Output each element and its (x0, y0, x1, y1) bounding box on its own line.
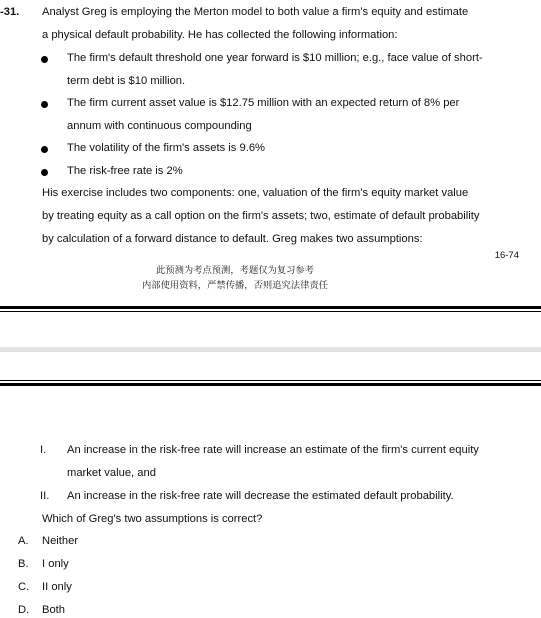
bullet-item-threshold: The firm's default threshold one year forward is $10 million; e.g., face value of short- (67, 52, 483, 64)
question-number: -31. (0, 6, 20, 18)
page-break-rule-thin (0, 380, 541, 381)
bullet-item-volatility: The volatility of the firm's assets is 9.6% (67, 142, 265, 154)
bullet-item-threshold-cont: term debt is $10 million. (67, 75, 186, 87)
option-a[interactable]: Neither (42, 535, 79, 547)
option-d[interactable]: Both (42, 604, 66, 616)
exercise-line: His exercise includes two components: one, valuation of the firm's equity market value (42, 187, 469, 199)
bullet-item-risk-free: The risk-free rate is 2% (67, 165, 183, 177)
option-letter: A. (18, 535, 29, 547)
option-c[interactable]: II only (42, 581, 72, 593)
stem-line: Analyst Greg is employing the Merton model to both value a firm's equity and estimate (42, 6, 469, 18)
bullet-item-asset-value: The firm current asset value is $12.75 million with an expected return of 8% per (67, 97, 460, 109)
stem-line: a physical default probability. He has collected the following information: (42, 29, 398, 41)
exercise-line: by treating equity as a call option on the firm's assets; two, estimate of default probability (42, 210, 480, 222)
bullet-dot (41, 146, 48, 153)
page-break-rule (0, 306, 541, 309)
page-break-rule-thin (0, 311, 541, 312)
bullet-dot (41, 101, 48, 108)
assumption-numeral: I. (40, 444, 47, 456)
bullet-dot (41, 56, 48, 63)
assumption-numeral: II. (40, 490, 50, 502)
watermark-line: 此预测为考点预测，考题仅为复习参考 (155, 265, 315, 276)
page-break-rule (0, 383, 541, 386)
assumption-one: An increase in the risk-free rate will increase an estimate of the firm's current equity (67, 444, 479, 456)
watermark-line: 内部使用资料，严禁传播，否则追究法律责任 (142, 280, 328, 291)
option-letter: D. (18, 604, 30, 616)
option-letter: B. (18, 558, 29, 570)
bullet-dot (41, 169, 48, 176)
option-b[interactable]: I only (42, 558, 69, 570)
bullet-item-asset-value-cont: annum with continuous compounding (67, 120, 252, 132)
question-prompt: Which of Greg's two assumptions is correct? (42, 513, 263, 525)
assumption-one-cont: market value, and (67, 467, 156, 479)
exercise-line: by calculation of a forward distance to default. Greg makes two assumptions: (42, 233, 423, 245)
assumption-two: An increase in the risk-free rate will decrease the estimated default probability. (67, 490, 454, 502)
page-number: 16-74 (494, 250, 519, 261)
page-gap (0, 347, 541, 352)
option-letter: C. (18, 581, 30, 593)
